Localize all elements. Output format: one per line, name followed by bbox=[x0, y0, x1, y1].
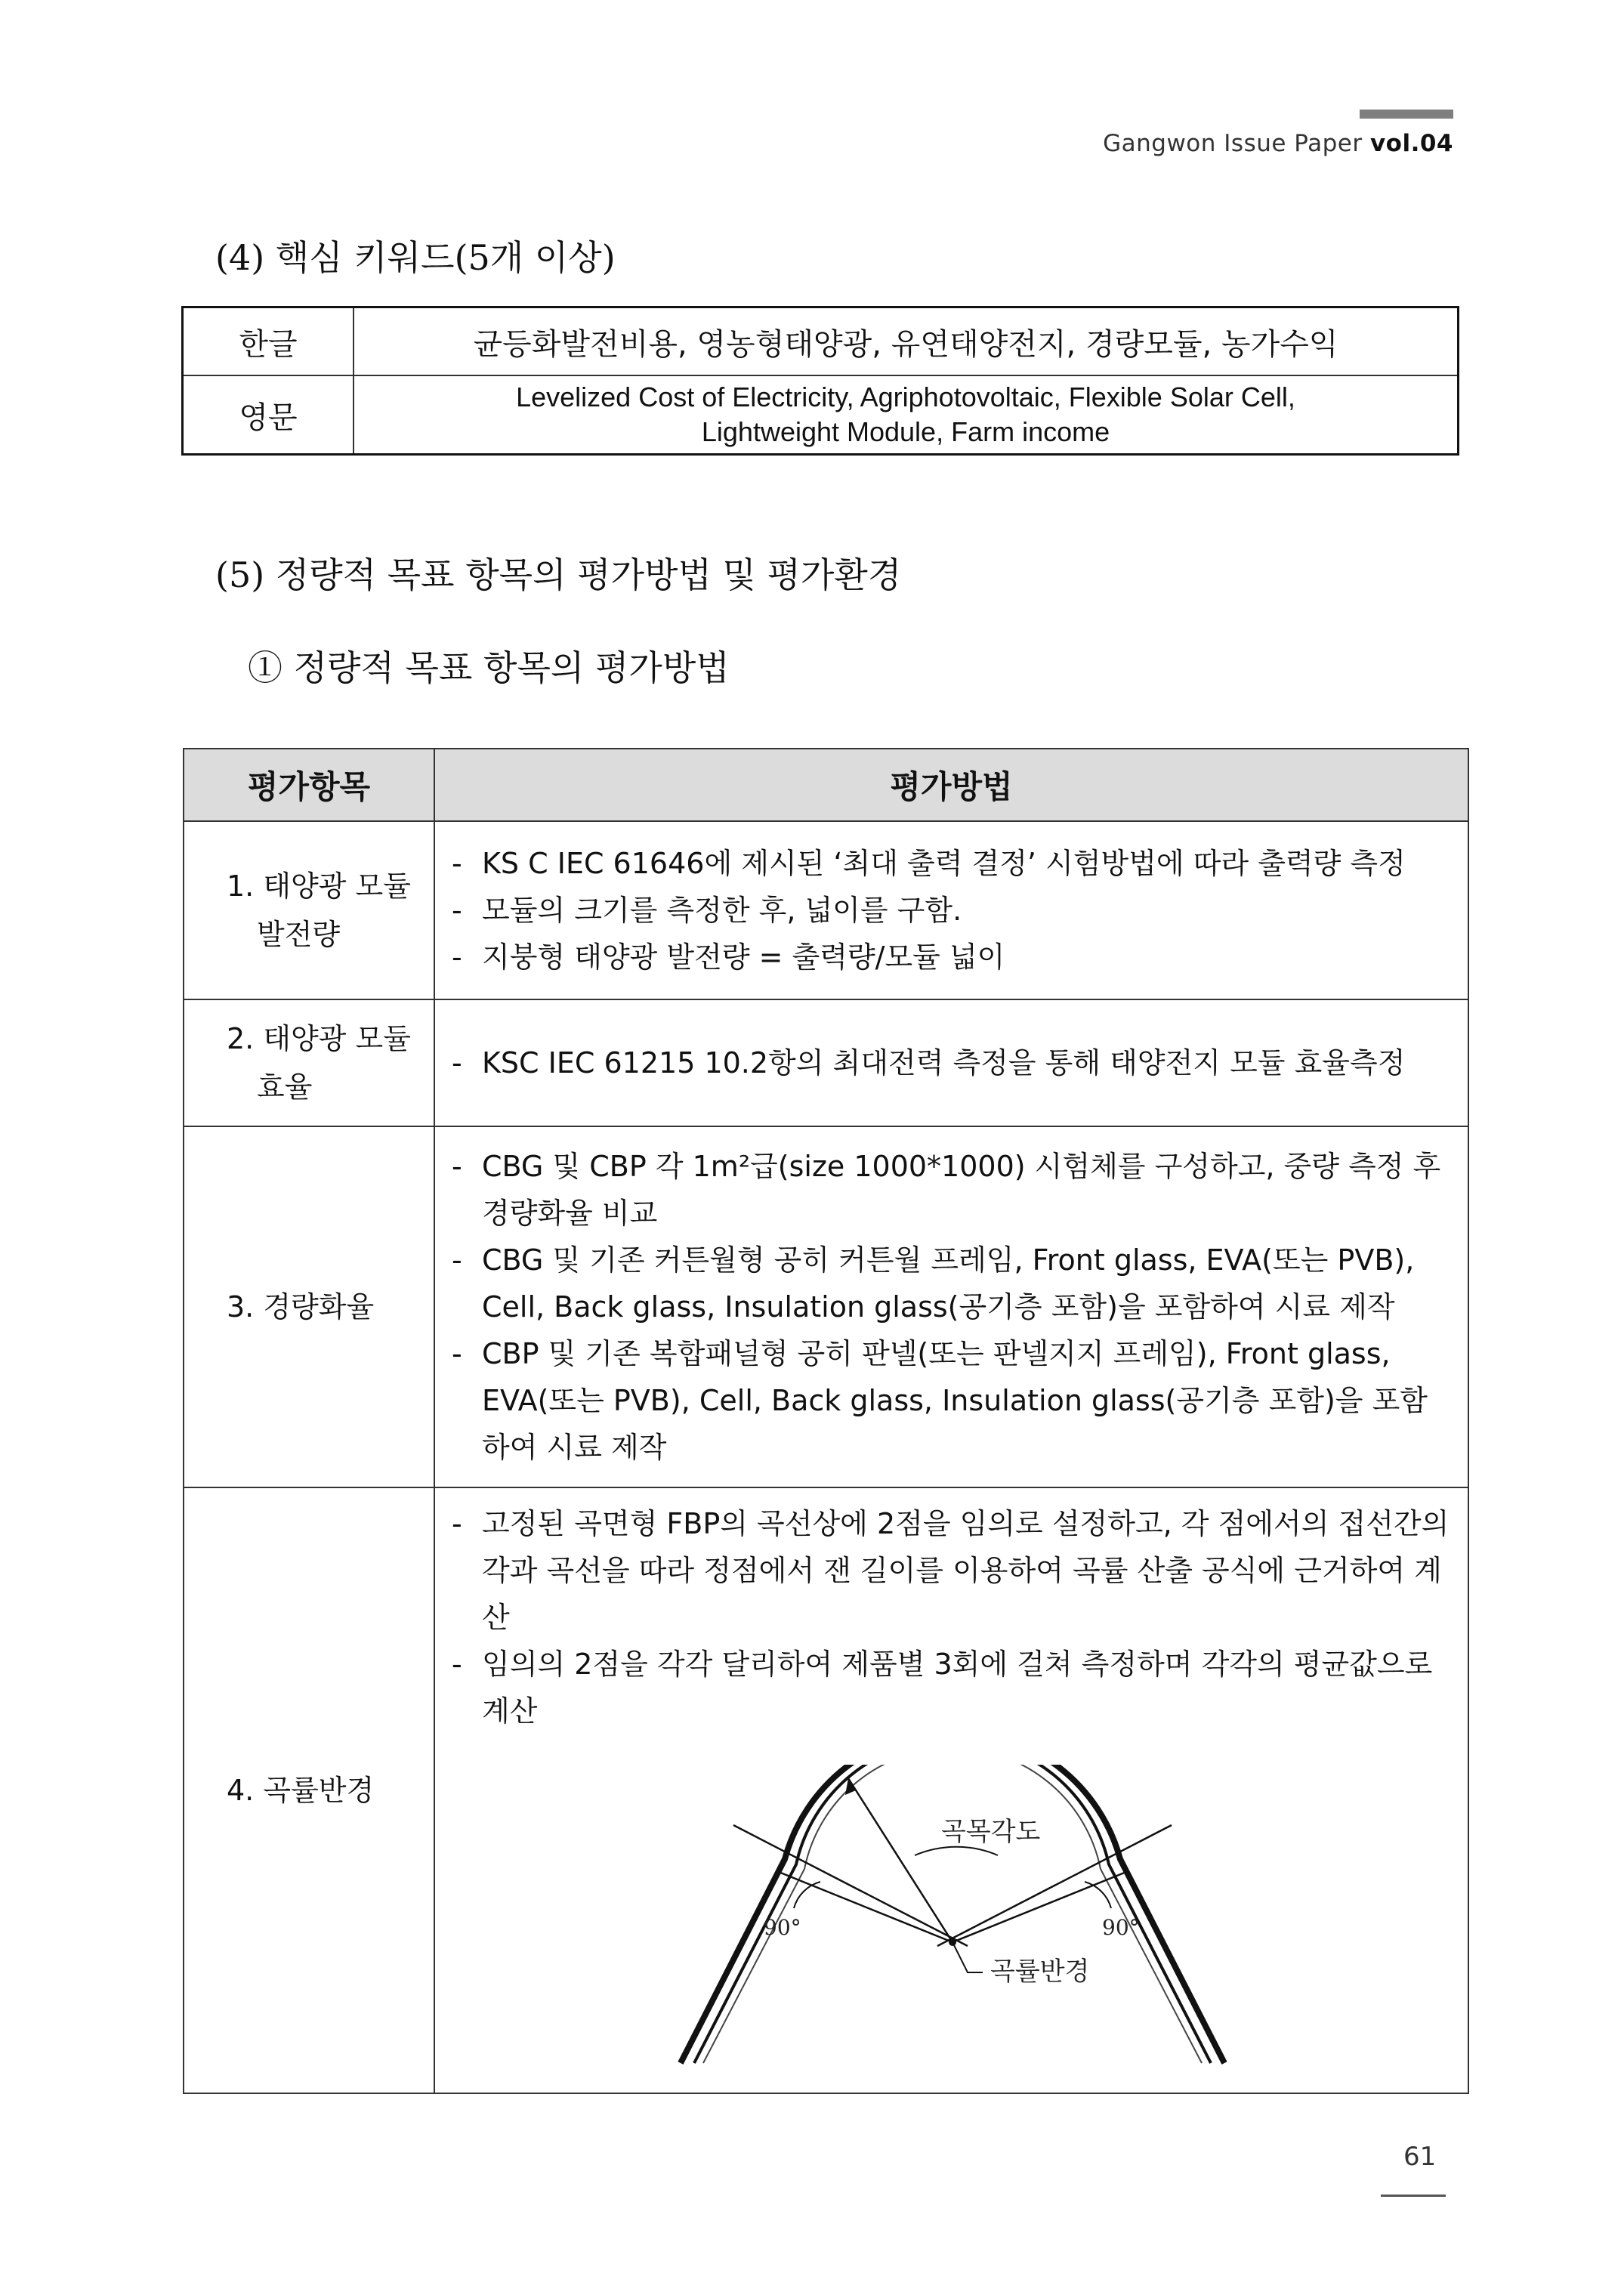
evaluation-table bbox=[183, 748, 1469, 2094]
keyword-english-line1: Levelized Cost of Electricity, Agriphotovoltaic, Flexible Solar Cell, bbox=[516, 381, 1295, 412]
item-1-line1: 1. 태양광 모듈 bbox=[227, 870, 411, 903]
column-header-method: 평가방법 bbox=[434, 749, 1468, 821]
section4-title: (4) 핵심 키워드(5개 이상) bbox=[215, 237, 616, 278]
radius-label-leader bbox=[952, 1942, 983, 1972]
page-number: 61 bbox=[1403, 2142, 1437, 2172]
item-2-line1: 2. 태양광 모듈 bbox=[227, 1022, 411, 1055]
section5-title: (5) 정량적 목표 항목의 평가방법 및 평가환경 bbox=[215, 554, 902, 595]
keyword-value-english bbox=[354, 375, 1459, 455]
method-3-2: - CBG 및 기존 커튼월형 공히 커튼월 프레임, Front glass, EVA(또는 PVB), Cell, Back glass, Insulation glass(공기층 포함)을 포함하여 시료 제작 bbox=[452, 1237, 1453, 1330]
radius-line-left bbox=[779, 1872, 952, 1942]
keyword-label-english: 영문 bbox=[183, 375, 354, 455]
radius-line-right bbox=[952, 1872, 1126, 1942]
item-cell-3 bbox=[184, 1126, 434, 1487]
header-text bbox=[1103, 130, 1453, 157]
item-2-line2: 효율 bbox=[257, 1070, 313, 1104]
method-cell-1 bbox=[434, 821, 1468, 999]
item-cell-2 bbox=[184, 999, 434, 1126]
keyword-row-english bbox=[183, 375, 1459, 455]
keyword-label-korean: 한글 bbox=[183, 307, 354, 376]
header-title: Gangwon Issue Paper bbox=[1103, 130, 1363, 157]
evaluation-row-4 bbox=[184, 1487, 1468, 2093]
item-1-line2: 발전량 bbox=[257, 918, 341, 951]
header-bar bbox=[1360, 110, 1453, 119]
method-1-1: - KS C IEC 61646에 제시된 ‘최대 출력 결정’ 시험방법에 따라 출력량 측정 bbox=[452, 840, 1453, 887]
keyword-table bbox=[181, 306, 1459, 456]
right-right-angle-arc bbox=[1085, 1882, 1111, 1908]
keyword-english-line2: Lightweight Module, Farm income bbox=[701, 416, 1110, 447]
item-cell-1 bbox=[184, 821, 434, 999]
method-2-1: - KSC IEC 61215 10.2항의 최대전력 측정을 통해 태양전지 모듈 효율측정 bbox=[452, 1039, 1453, 1086]
radius-line-top bbox=[848, 1778, 952, 1942]
method-4-1: - 고정된 곡면형 FBP의 곡선상에 2점을 임의로 설정하고, 각 점에서의 접선간의 각과 곡선을 따라 정점에서 잰 길이를 이용하여 곡률 산출 공식에 근거하여 계산 bbox=[452, 1500, 1453, 1641]
radius-label: 곡률반경 bbox=[990, 1957, 1089, 1987]
keyword-value-korean: 균등화발전비용, 영농형태양광, 유연태양전지, 경량모듈, 농가수익 bbox=[354, 307, 1459, 376]
method-3-1: - CBG 및 CBP 각 1m²급(size 1000*1000) 시험체를 구성하고, 중량 측정 후 경량화율 비교 bbox=[452, 1143, 1453, 1237]
method-cell-3 bbox=[434, 1126, 1468, 1487]
item-3-line1: 3. 경량화율 bbox=[227, 1290, 375, 1324]
section5-subtitle: ① 정량적 목표 항목의 평가방법 bbox=[248, 647, 730, 688]
panel-inner-edge bbox=[694, 1765, 1211, 2063]
footer-bar bbox=[1381, 2195, 1446, 2197]
panel-inner-edge-2 bbox=[703, 1765, 1202, 2063]
evaluation-row-2 bbox=[184, 999, 1468, 1126]
column-header-item: 평가항목 bbox=[184, 749, 434, 821]
evaluation-row-3 bbox=[184, 1126, 1468, 1487]
item-4-line1: 4. 곡률반경 bbox=[227, 1774, 375, 1807]
method-4-2: - 임의의 2점을 각각 달리하여 제품별 3회에 걸쳐 측정하며 각각의 평균값으로 계산 bbox=[452, 1641, 1453, 1734]
evaluation-row-1 bbox=[184, 821, 1468, 999]
panel-outer-edge bbox=[681, 1765, 1224, 2063]
left-angle-label: 90° bbox=[763, 1915, 801, 1940]
method-1-3: - 지붕형 태양광 발전량 = 출력량/모듈 넓이 bbox=[452, 934, 1453, 981]
method-1-2: - 모듈의 크기를 측정한 후, 넓이를 구함. bbox=[452, 887, 1453, 934]
evaluation-header-row bbox=[184, 749, 1468, 821]
item-cell-4 bbox=[184, 1487, 434, 2093]
header-volume: vol.04 bbox=[1369, 130, 1453, 157]
curvature-diagram-wrap bbox=[452, 1734, 1453, 2080]
method-3-3: - CBP 및 기존 복합패널형 공히 판넬(또는 판넬지지 프레임), Front glass, EVA(또는 PVB), Cell, Back glass, Insulation glass(공기층 포함)을 포함하여 시료 제작 bbox=[452, 1330, 1453, 1471]
method-cell-2 bbox=[434, 999, 1468, 1126]
bend-angle-label: 곡목각도 bbox=[940, 1817, 1040, 1847]
keyword-row-korean bbox=[183, 307, 1459, 376]
curvature-diagram bbox=[650, 1765, 1255, 2067]
left-right-angle-arc bbox=[794, 1882, 820, 1908]
bend-angle-arc bbox=[915, 1847, 998, 1855]
method-cell-4 bbox=[434, 1487, 1468, 2093]
right-angle-label: 90° bbox=[1101, 1915, 1140, 1940]
